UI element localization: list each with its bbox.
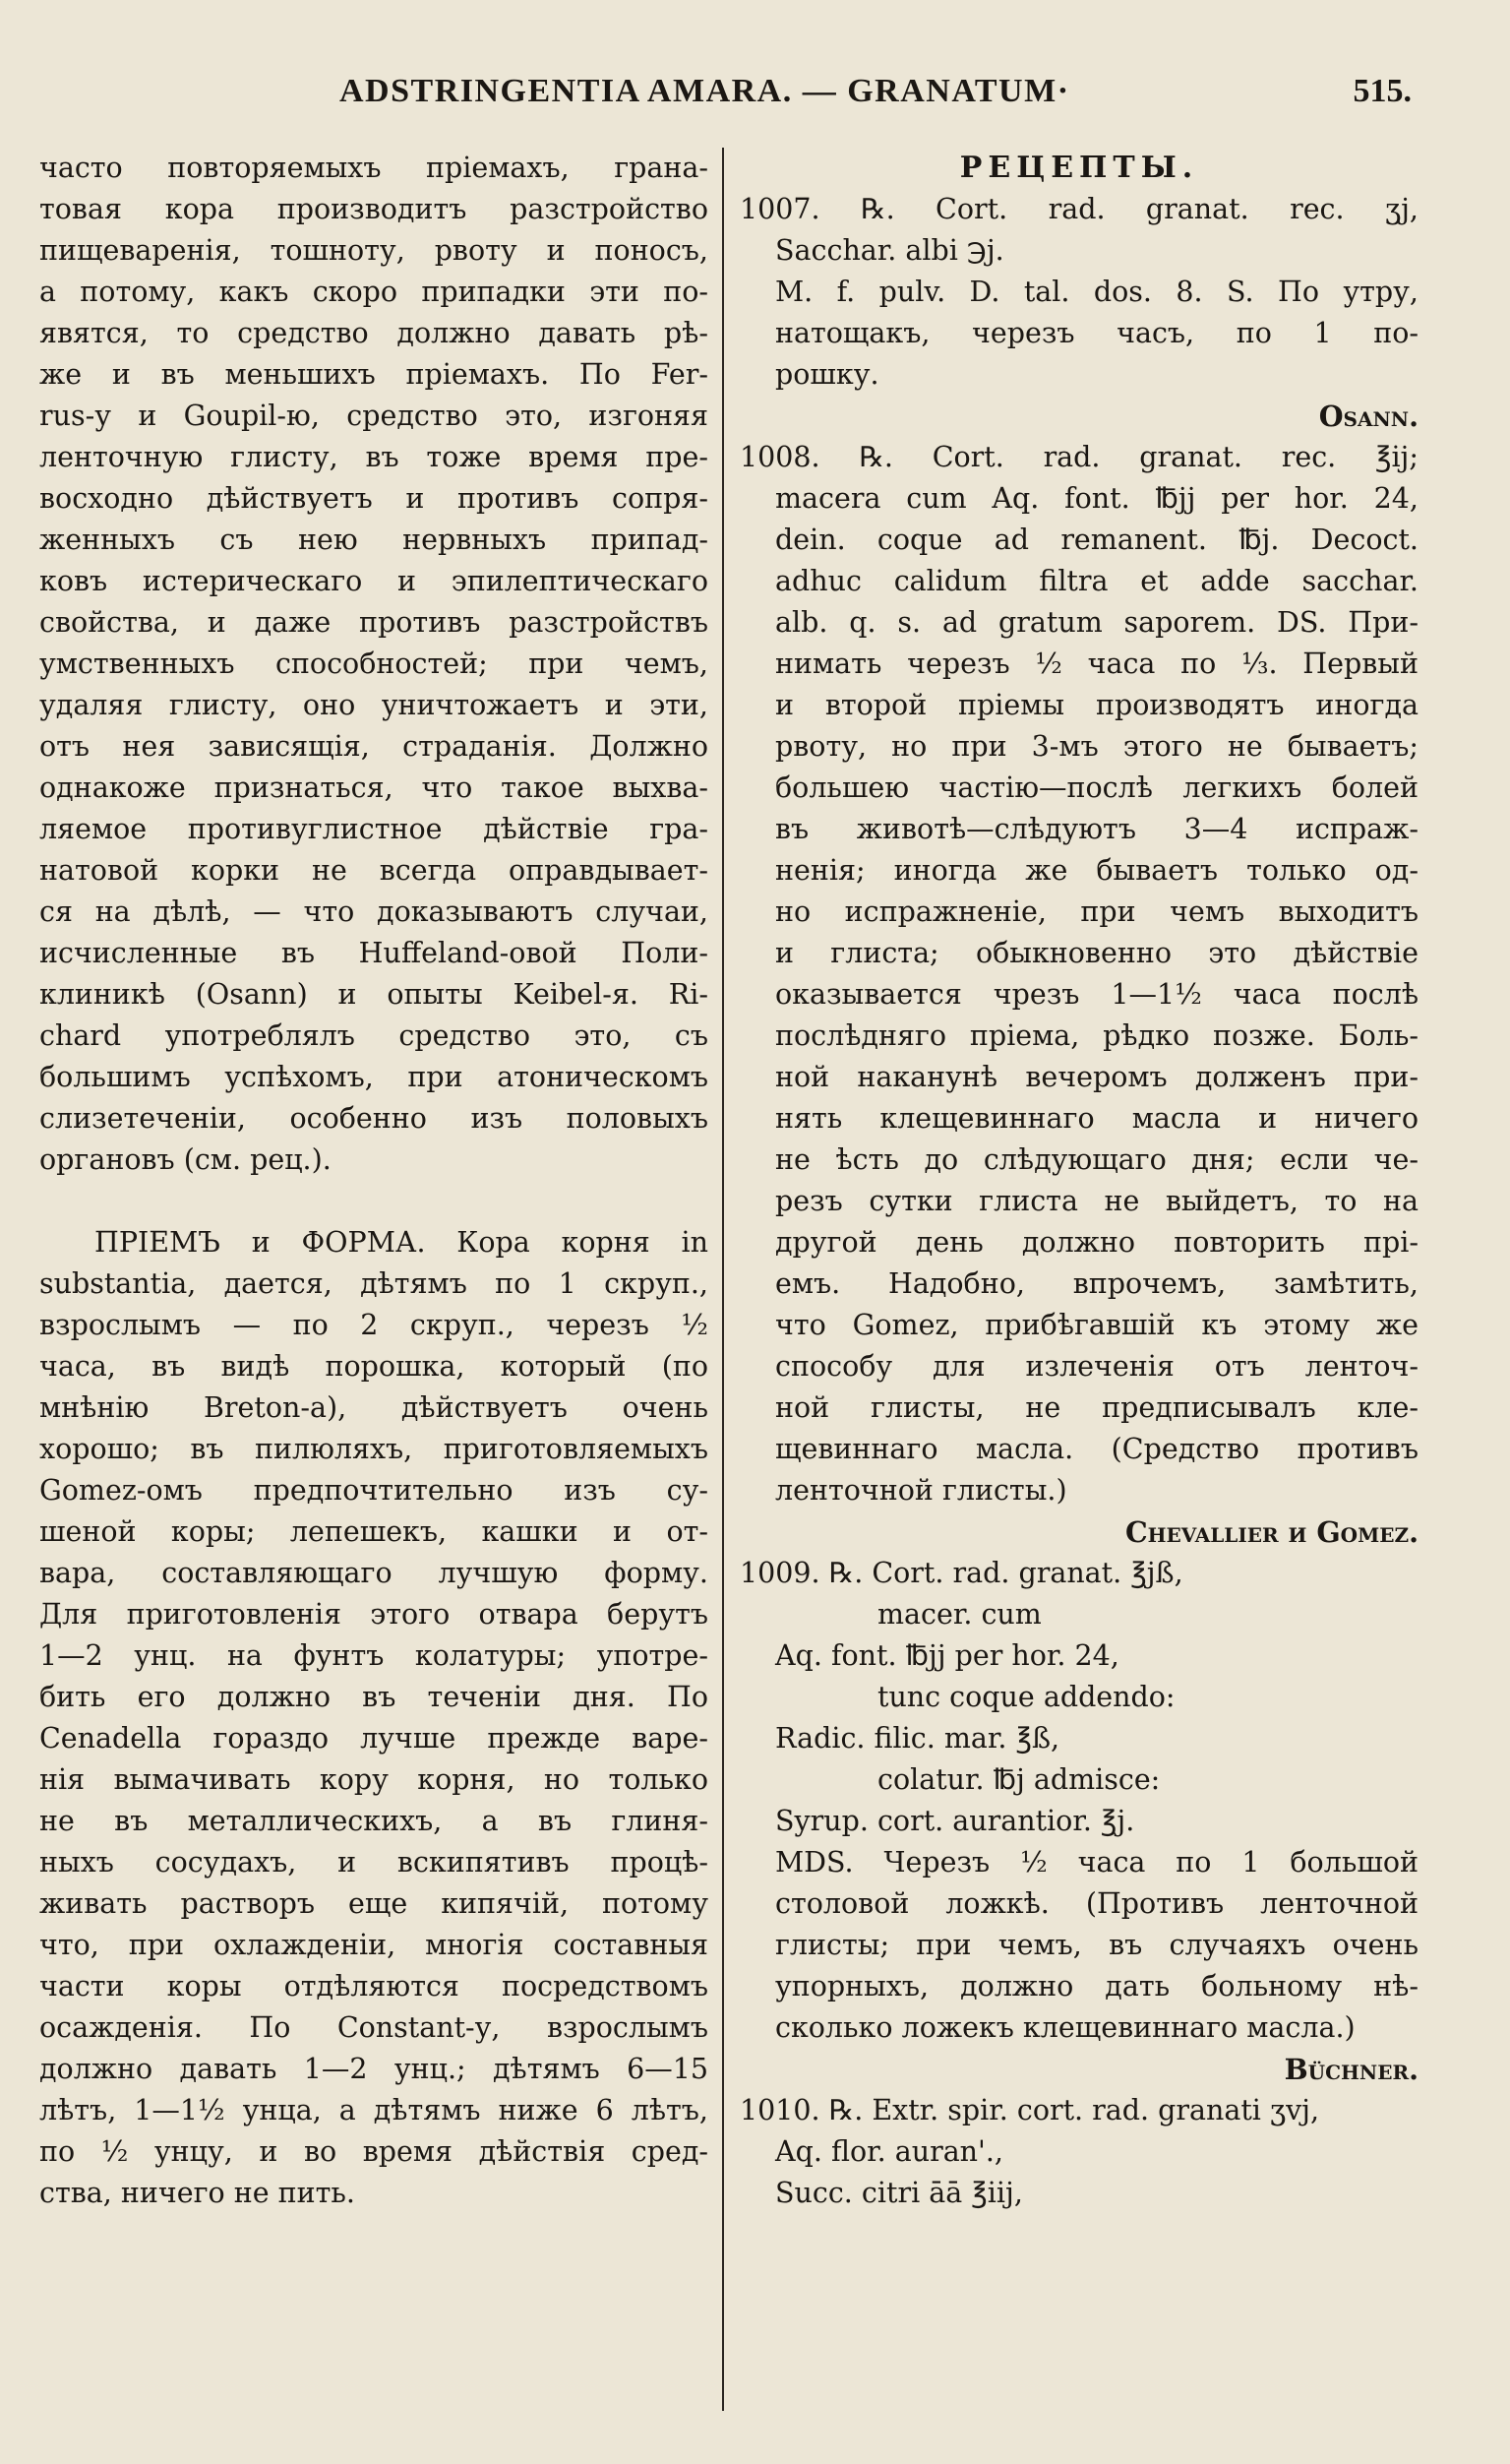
text-line: ляемое противуглистное дѣйствіе гра-	[39, 813, 708, 845]
recipe-line: не ѣсть до слѣдующаго дня; если че-	[775, 1143, 1419, 1176]
recipe-line: Succ. citri āā ℥iij,	[775, 2177, 1023, 2209]
text-line: товая кора производитъ разстройство	[39, 193, 708, 225]
recipe-1008	[740, 437, 1419, 1553]
recipe-line: Aq. font. ℔jj per hor. 24,	[775, 1639, 1119, 1672]
text-line: вара, составляющаго лучшую форму.	[39, 1557, 708, 1589]
recipe-line: нимать черезъ ½ часа по ⅓. Первый	[775, 647, 1419, 680]
recipe-line: упорныхъ, должно дать больному нѣ-	[775, 1970, 1419, 2002]
recipe-line: сколько ложекъ клещевиннаго масла.)	[775, 2011, 1356, 2044]
recipe-number-line: 1007. ℞. Cort. rad. granat. rec. ʒj,	[740, 193, 1419, 225]
recipe-line: macer. cum	[877, 1598, 1042, 1631]
recipes-heading: РЕЦЕПТЫ.	[959, 151, 1199, 185]
recipe-line: глисты; при чемъ, въ случаяхъ очень	[775, 1929, 1419, 1961]
column-divider	[722, 148, 724, 2411]
text-line: восходно дѣйствуетъ и противъ сопря-	[39, 482, 708, 515]
recipe-line: и глиста; обыкновенно это дѣйствіе	[775, 937, 1419, 969]
text-line: ся на дѣлѣ, — что доказываютъ случаи,	[39, 895, 708, 928]
recipe-author: Osann.	[1318, 400, 1419, 433]
recipe-line: но испражненіе, при чемъ выходитъ	[775, 895, 1419, 928]
text-line: слизетеченіи, особенно изъ половыхъ	[39, 1102, 708, 1135]
text-line: однакоже признаться, что такое выхва-	[39, 771, 708, 804]
text-line: взрослымъ — по 2 скруп., черезъ ½	[39, 1309, 708, 1341]
recipe-author: Chevallier и Gomez.	[1124, 1515, 1419, 1549]
text-line: большимъ успѣхомъ, при атоническомъ	[39, 1061, 708, 1093]
text-line: по ½ унцу, и во время дѣйствія сред-	[39, 2135, 708, 2168]
recipe-line: щевиннаго масла. (Средство противъ	[775, 1433, 1419, 1465]
recipe-number-line: 1008. ℞. Cort. rad. granat. rec. ℥ij;	[740, 441, 1419, 473]
recipe-line: столовой ложкѣ. (Противъ ленточной	[775, 1887, 1419, 1920]
text-line: 1—2 унц. на фунтъ колатуры; употре-	[39, 1639, 708, 1672]
text-line: хорошо; въ пилюляхъ, приготовляемыхъ	[39, 1433, 708, 1465]
text-line: удаляя глисту, оно уничтожаетъ и эти,	[39, 689, 708, 721]
text-line: исчисленные въ Huffeland-овой Поли-	[39, 937, 708, 969]
recipe-line: tunc coque addendo:	[877, 1681, 1176, 1713]
recipe-line: другой день должно повторить прі-	[775, 1226, 1419, 1259]
text-line: натовой корки не всегда оправдывает-	[39, 854, 708, 887]
running-title: ADSTRINGENTIA AMARA. — GRANATUM·	[339, 73, 1070, 109]
text-line: Gomez-омъ предпочтительно изъ су-	[39, 1474, 708, 1507]
recipe-1007	[740, 189, 1419, 437]
recipe-line: macera cum Aq. font. ℔jj per hor. 24,	[775, 482, 1419, 515]
dosage-paragraph	[39, 1222, 708, 2214]
text-line: отъ нея зависящія, страданія. Должно	[39, 730, 708, 763]
recipe-line: alb. q. s. ad gratum saporem. DS. При-	[775, 606, 1419, 639]
text-line: ковъ истерическаго и эпилептическаго	[39, 565, 708, 597]
recipe-line: большею частію—послѣ легкихъ болей	[775, 771, 1419, 804]
recipe-line: оказывается чрезъ 1—1½ часа послѣ	[775, 978, 1419, 1011]
text-line: явятся, то средство должно давать рѣ-	[39, 317, 708, 349]
recipe-line: нять клещевиннаго масла и ничего	[775, 1102, 1419, 1135]
recipe-line: adhuc calidum filtra et adde sacchar.	[775, 565, 1419, 597]
text-line: Cenadella гораздо лучше прежде варе-	[39, 1722, 708, 1755]
right-column	[740, 148, 1419, 2214]
text-line: chard употреблялъ средство это, съ	[39, 1019, 708, 1052]
dosage-heading-line: ПРІЕМЪ и ФОРМА. Кора корня in	[94, 1226, 708, 1259]
text-line: органовъ (см. рец.).	[39, 1143, 332, 1176]
text-line: лѣтъ, 1—1½ унца, а дѣтямъ ниже 6 лѣтъ,	[39, 2094, 708, 2126]
recipe-line: colatur. ℔j admisce:	[877, 1763, 1161, 1796]
text-line: должно давать 1—2 унц.; дѣтямъ 6—15	[39, 2053, 708, 2085]
text-line: шеной коры; лепешекъ, кашки и от-	[39, 1515, 708, 1548]
text-line: свойства, и даже противъ разстройствъ	[39, 606, 708, 639]
recipe-line: dein. coque ad remanent. ℔j. Decoct.	[775, 524, 1419, 556]
text-line: клиникѣ (Osann) и опыты Keibel-я. Ri-	[39, 978, 708, 1011]
text-line: же и въ меньшихъ пріемахъ. По Fer-	[39, 358, 708, 391]
text-line: пищеваренія, тошноту, рвоту и поносъ,	[39, 234, 708, 267]
recipe-number-line: 1009. ℞. Cort. rad. granat. ℥jß,	[740, 1557, 1183, 1589]
text-line: части коры отдѣляются посредствомъ	[39, 1970, 708, 2002]
text-line: rus-у и Goupil-ю, средство это, изгоняя	[39, 400, 708, 432]
recipe-line: рвоту, но при 3-мъ этого не бываетъ;	[775, 730, 1419, 763]
recipe-line: способу для излеченія отъ ленточ-	[775, 1350, 1419, 1383]
text-line: осажденія. По Constant-у, взрослымъ	[39, 2011, 708, 2044]
text-line: substantia, дается, дѣтямъ по 1 скруп.,	[39, 1267, 708, 1300]
recipe-line: Radic. filic. mar. ℥ß,	[775, 1722, 1060, 1755]
text-line: умственныхъ способностей; при чемъ,	[39, 647, 708, 680]
left-column	[39, 148, 708, 2214]
text-line: ства, ничего не пить.	[39, 2177, 355, 2209]
recipe-line: M. f. pulv. D. tal. dos. 8. S. По утру,	[775, 276, 1419, 308]
page-header	[0, 73, 1510, 126]
intro-paragraph	[39, 148, 708, 1181]
recipe-line: ленточной глисты.)	[775, 1474, 1067, 1507]
recipe-author: Büchner.	[1284, 2053, 1419, 2086]
recipe-line: резъ сутки глиста не выйдетъ, то на	[775, 1185, 1419, 1217]
recipe-line: рошку.	[775, 358, 879, 391]
text-line: часа, въ видѣ порошка, который (по	[39, 1350, 708, 1383]
recipe-line: и второй пріемы производятъ иногда	[775, 689, 1419, 721]
recipe-1010	[740, 2090, 1419, 2214]
page-number: 515.	[1353, 73, 1412, 109]
text-line: нія вымачивать кору корня, но только	[39, 1763, 708, 1796]
text-line: ныхъ сосудахъ, и вскипятивъ процѣ-	[39, 1846, 708, 1879]
recipe-line: ной глисты, не предписывалъ кле-	[775, 1391, 1419, 1424]
recipe-number-line: 1010. ℞. Extr. spir. cort. rad. granati ʒvj,	[740, 2094, 1320, 2126]
text-line: а потому, какъ скоро припадки эти по-	[39, 276, 708, 308]
recipe-line: натощакъ, черезъ часъ, по 1 по-	[775, 317, 1419, 349]
text-line: Для приготовленія этого отвара берутъ	[39, 1598, 708, 1631]
recipe-line: послѣдняго пріема, рѣдко позже. Боль-	[775, 1019, 1419, 1052]
text-line: живать растворъ еще кипячій, потому	[39, 1887, 708, 1920]
recipe-line: емъ. Надобно, впрочемъ, замѣтить,	[775, 1267, 1419, 1300]
text-line: мнѣнію Breton-а), дѣйствуетъ очень	[39, 1391, 708, 1424]
text-line: часто повторяемыхъ пріемахъ, грана-	[39, 152, 708, 184]
recipe-line: MDS. Черезъ ½ часа по 1 большой	[775, 1846, 1419, 1879]
recipe-line: Aq. flor. auran'.,	[775, 2135, 1003, 2168]
recipe-1009	[740, 1553, 1419, 2090]
recipe-line: ненія; иногда же бываетъ только од-	[775, 854, 1419, 887]
recipe-line: Syrup. cort. aurantior. ℥j.	[775, 1805, 1135, 1837]
recipe-line: въ животѣ—слѣдуютъ 3—4 испраж-	[775, 813, 1419, 845]
recipe-line: Sacchar. albi ℈j.	[775, 234, 1004, 267]
recipe-line: что Gomez, прибѣгавшій къ этому же	[775, 1309, 1419, 1341]
text-line: бить его должно въ теченіи дня. По	[39, 1681, 708, 1713]
recipe-line: ной наканунѣ вечеромъ долженъ при-	[775, 1061, 1419, 1093]
text-line: ленточную глисту, въ тоже время пре-	[39, 441, 708, 473]
text-line: что, при охлажденіи, многія составныя	[39, 1929, 708, 1961]
text-line: женныхъ съ нею нервныхъ припад-	[39, 524, 708, 556]
text-line: не въ металлическихъ, а въ глиня-	[39, 1805, 708, 1837]
